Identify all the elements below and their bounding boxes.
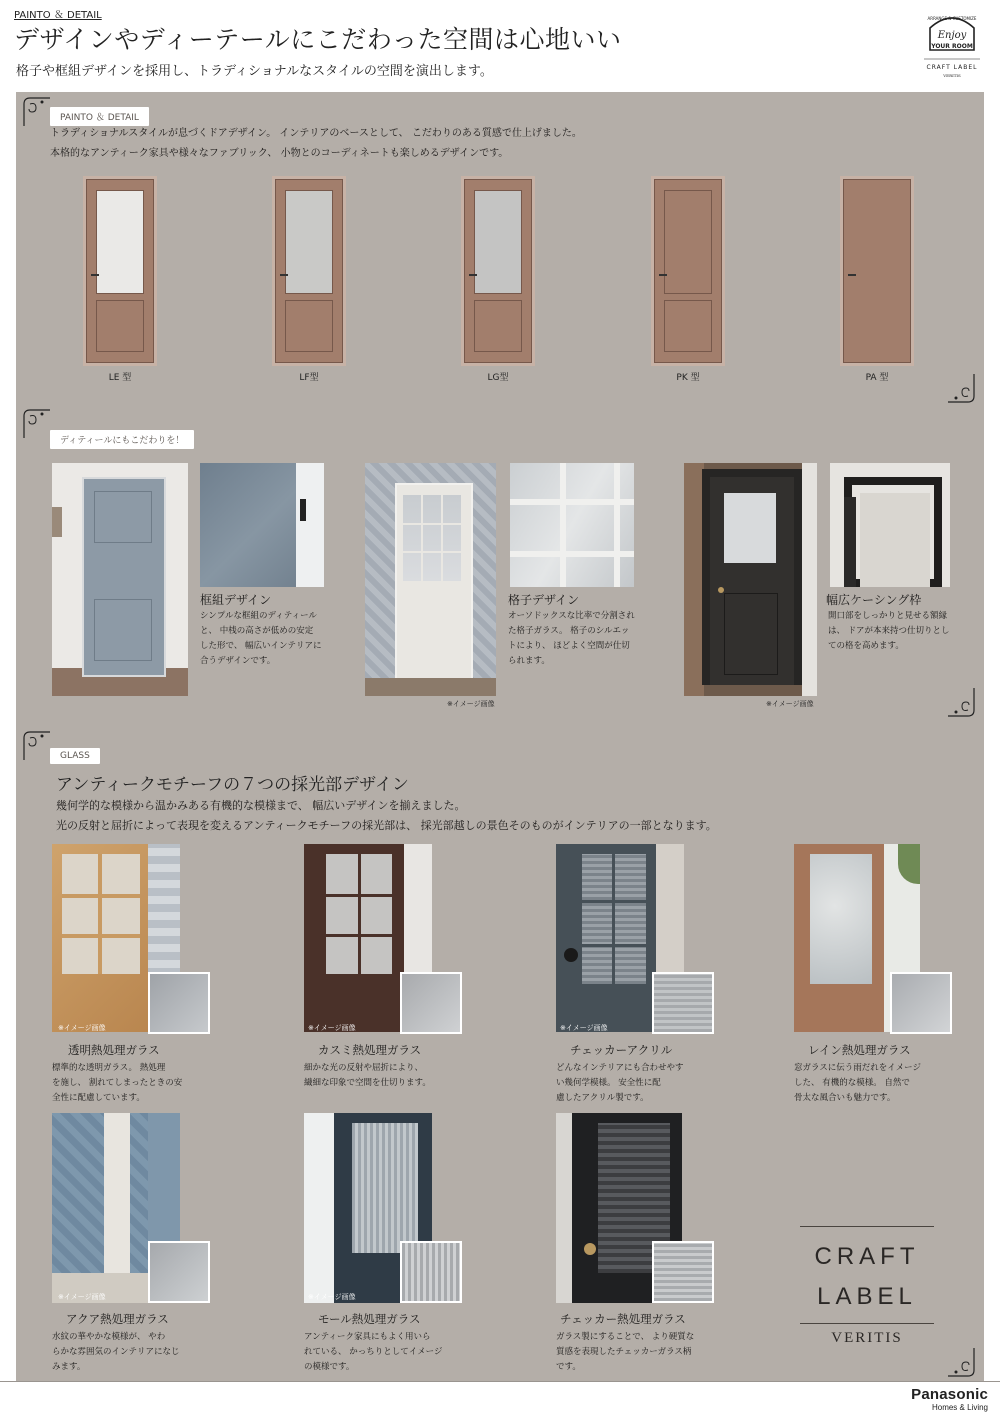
door-label-pa: PA 型 (865, 373, 889, 383)
detail-body-casing-1: 開口部をしっかりと見せる額縁 (828, 611, 948, 621)
swatch-checker-acrylic (652, 972, 714, 1034)
glass-intro-1: 幾何学的な模様から温かみある有機的な模様まで、 幅広いデザインを揃えました。 (56, 799, 466, 812)
glass-body-rain-3: 骨太な風合いも魅力です。 (794, 1093, 896, 1103)
footer-divider (0, 1381, 1000, 1382)
door-lf (272, 176, 346, 366)
panasonic-logo (911, 1386, 988, 1412)
glass-body-clear-1: 標準的な透明ガラス。 熱処理 (52, 1063, 166, 1073)
glass-body-mall-2: れている、 かっちりとしてイメージ (304, 1347, 443, 1357)
detail-title-casing: 幅広ケーシング枠 (826, 593, 922, 607)
glass-title-kasumi: カスミ熱処理ガラス (318, 1043, 422, 1057)
logo-script: Enjoy (937, 30, 967, 41)
photo-lattice-door-room (365, 463, 496, 696)
image-note: ※イメージ画像 (308, 1293, 356, 1301)
glass-intro-2: 光の反射と屈折によって表現を変えるアンティークモチーフの採光部は、 採光部越しの景色そのものがインテリアの一部となります。 (56, 819, 717, 832)
page-title: デザインやディーテールにこだわった空間は心地いい (14, 25, 622, 54)
image-note: ※イメージ画像 (58, 1024, 106, 1032)
veritis-word: VERITIS (831, 1330, 903, 1346)
detail-body-lattice-2: た格子ガラス。 格子のシルエッ (508, 626, 630, 636)
detail-body-frame-1: シンプルな框組のディティール (200, 611, 317, 621)
label-word: LABEL (817, 1283, 917, 1310)
swatch-rain (890, 972, 952, 1034)
swatch-mall (400, 1241, 462, 1303)
photo-frame-door-room (52, 463, 188, 696)
detail-body-casing-3: ての格を高めます。 (828, 641, 904, 651)
door-label-pk: PK 型 (676, 373, 700, 383)
logo-brand: CRAFT LABEL (926, 64, 978, 71)
detail-body-frame-2: と、 中桟の高さが低めの安定 (200, 626, 314, 636)
image-note: ※イメージ画像 (766, 700, 814, 708)
section-tag-painto: PAINTO ＆ DETAIL (50, 107, 149, 126)
craft-word: CRAFT (814, 1243, 920, 1270)
detail-body-lattice-4: られます。 (508, 656, 550, 666)
door-pa (840, 176, 914, 366)
glass-body-clear-3: 全性に配慮しています。 (52, 1093, 145, 1103)
glass-body-aqua-3: みます。 (52, 1362, 86, 1372)
glass-body-aqua-2: らかな雰囲気のインテリアになじ (52, 1347, 180, 1357)
glass-body-checker-acrylic-3: 慮したアクリル製です。 (556, 1093, 649, 1103)
glass-body-rain-2: した、 有機的な模様。 自然で (794, 1078, 910, 1088)
door-lg (461, 176, 535, 366)
door-label-lf: LF型 (299, 373, 319, 383)
flourish-ornament-icon (942, 370, 978, 406)
section1-line-2: 本格的なアンティーク家具や様々なファブリック、 小物とのコーディネートも楽しめるデザインです。 (50, 148, 509, 159)
glass-title-rain: レイン熱処理ガラス (808, 1043, 911, 1057)
glass-body-clear-2: を施し、 割れてしまったときの安 (52, 1078, 183, 1088)
enjoy-your-room-logo (916, 6, 988, 86)
glass-title-checker-acrylic: チェッカーアクリル (570, 1043, 673, 1057)
image-note: ※イメージ画像 (58, 1293, 106, 1301)
flourish-ornament-icon (942, 684, 978, 720)
glass-body-kasumi-1: 細かな光の反射や屈折により、 (304, 1063, 424, 1073)
glass-body-checker-acrylic-1: どんなインテリアにも合わせやす (556, 1063, 684, 1073)
maker-name: Panasonic (911, 1386, 988, 1403)
detail-body-frame-3: した形で、 幅広いインテリアに (200, 641, 322, 651)
logo-sub: VERITIS (943, 73, 961, 78)
glass-title-checker: チェッカー熱処理ガラス (560, 1312, 686, 1326)
swatch-kasumi (400, 972, 462, 1034)
photo-casing-door-room (684, 463, 817, 696)
glass-title-mall: モール熱処理ガラス (318, 1312, 421, 1326)
glass-body-rain-1: 窓ガラスに伝う雨だれをイメージ (794, 1063, 921, 1073)
page-subtitle: 格子や框組デザインを採用し、トラディショナルなスタイルの空間を演出します。 (16, 64, 493, 79)
swatch-checker (652, 1241, 714, 1303)
craft-label-logo (800, 1226, 934, 1347)
flourish-ornament-icon (942, 1344, 978, 1380)
swatch-clear (148, 972, 210, 1034)
detail-title-lattice: 格子デザイン (508, 593, 580, 607)
maker-sub: Homes & Living (931, 1403, 988, 1412)
section-tag-glass: GLASS (50, 748, 100, 764)
door-pk (651, 176, 725, 366)
door-label-le: LE 型 (108, 373, 132, 383)
detail-body-lattice-1: オーソドックスな比率で分割され (508, 611, 635, 621)
glass-body-mall-1: アンティーク家具にもよく用いら (304, 1332, 431, 1342)
glass-heading: アンティークモチーフの７つの採光部デザイン (56, 775, 409, 795)
door-label-lg: LG型 (487, 373, 509, 383)
logo-arc-text: ARRANGE & CUSTOMIZE (927, 16, 977, 21)
glass-body-kasumi-2: 繊細な印象で空間を仕切ります。 (304, 1078, 431, 1088)
photo-lattice-closeup (510, 463, 634, 587)
section-tag-detail: ディティールにもこだわりを！ (50, 430, 194, 449)
detail-body-lattice-3: トにより、 ほどよく空間が仕切 (508, 641, 630, 651)
glass-title-clear: 透明熱処理ガラス (68, 1043, 160, 1057)
image-note: ※イメージ画像 (447, 700, 495, 708)
glass-body-checker-2: 質感を表現したチェッカーガラス柄 (556, 1347, 692, 1357)
photo-casing-closeup (830, 463, 950, 587)
logo-main: YOUR ROOM (931, 43, 973, 50)
glass-body-checker-3: です。 (556, 1362, 581, 1372)
breadcrumb: PAINTO ＆ DETAIL (14, 10, 102, 21)
glass-body-checker-1: ガラス製にすることで、 より硬質な (556, 1332, 695, 1342)
section1-line-1: トラディショナルスタイルが息づくドアデザイン。 インテリアのベースとして、 こだわりのある質感で仕上げました。 (50, 128, 582, 139)
detail-body-casing-2: は、 ドアが本来持つ仕切りとし (828, 626, 950, 636)
swatch-aqua (148, 1241, 210, 1303)
glass-body-checker-acrylic-2: い幾何学模様。 安全性に配 (556, 1078, 661, 1088)
glass-title-aqua: アクア熱処理ガラス (66, 1312, 169, 1326)
photo-frame-closeup (200, 463, 324, 587)
glass-body-aqua-1: 水紋の華やかな模様が、 やわ (52, 1332, 166, 1342)
detail-title-frame: 框組デザイン (200, 593, 272, 607)
image-note: ※イメージ画像 (560, 1024, 608, 1032)
detail-body-frame-4: 合うデザインです。 (200, 656, 276, 666)
glass-body-mall-3: の模様です。 (304, 1362, 355, 1372)
image-note: ※イメージ画像 (308, 1024, 356, 1032)
door-le (83, 176, 157, 366)
